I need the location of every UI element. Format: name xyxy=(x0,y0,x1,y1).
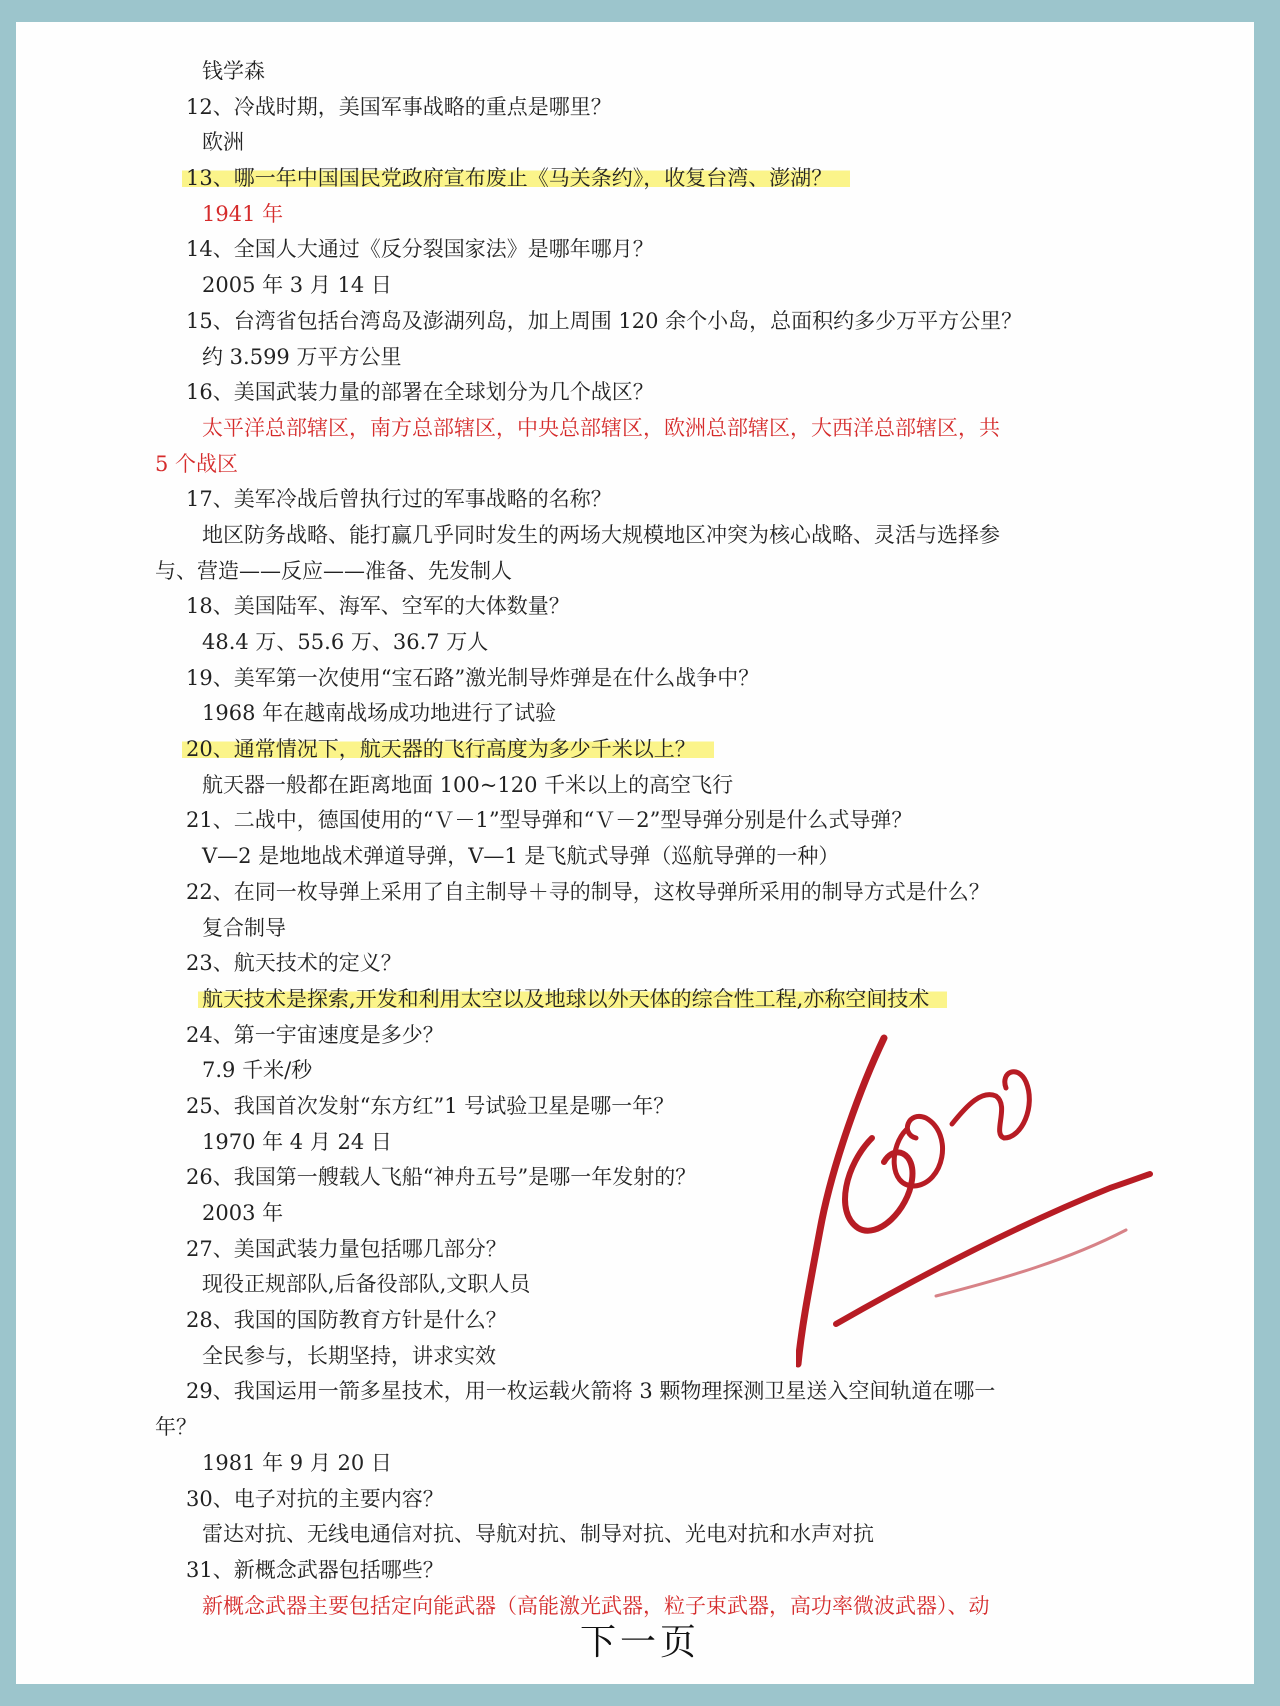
answer-line xyxy=(16,554,1254,590)
question-line xyxy=(16,90,1254,126)
line-text: 1981 年 9 月 20 日 xyxy=(202,1450,392,1475)
answer-line xyxy=(16,125,1254,161)
answer-line xyxy=(16,411,1254,447)
answer-line xyxy=(16,839,1254,875)
answer-line xyxy=(16,696,1254,732)
handwritten-score-100 xyxy=(796,1034,1156,1374)
answer-line xyxy=(16,1517,1254,1553)
line-text: 48.4 万、55.6 万、36.7 万人 xyxy=(202,630,489,654)
answer-line xyxy=(16,340,1254,376)
line-text: 23、航天技术的定义？ xyxy=(186,951,402,976)
line-text: 30、电子对抗的主要内容？ xyxy=(186,1486,444,1511)
line-text: 全民参与，长期坚持，讲求实效 xyxy=(202,1343,496,1368)
qa-list xyxy=(16,54,1254,1624)
answer-line xyxy=(16,1410,1254,1446)
question-line xyxy=(16,1553,1254,1589)
answer-line xyxy=(16,518,1254,554)
line-text: 31、新概念武器包括哪些？ xyxy=(186,1557,444,1582)
line-text: 5 个战区 xyxy=(155,451,239,476)
line-text: 1941 年 xyxy=(202,201,284,226)
line-text: 22、在同一枚导弹上采用了自主制导＋寻的制导，这枚导弹所采用的制导方式是什么？ xyxy=(186,879,990,904)
line-text: 约 3.599 万平方公里 xyxy=(202,344,402,369)
question-line xyxy=(16,232,1254,268)
line-text: 2005 年 3 月 14 日 xyxy=(202,273,392,298)
question-line xyxy=(16,946,1254,982)
line-text: 航天器一般都在距离地面 100~120 千米以上的高空飞行 xyxy=(202,772,734,797)
question-line xyxy=(16,304,1254,340)
line-text: 15、台湾省包括台湾岛及澎湖列岛，加上周围 120 余个小岛，总面积约多少万平方公里？ xyxy=(186,308,1023,333)
line-text: 14、全国人大通过《反分裂国家法》是哪年哪月？ xyxy=(186,237,654,262)
line-text: 欧洲 xyxy=(202,130,244,155)
answer-line xyxy=(16,625,1254,661)
line-text: 7.9 千米/秒 xyxy=(202,1058,313,1083)
question-line xyxy=(16,732,1254,768)
line-text: 新概念武器主要包括定向能武器（高能激光武器，粒子束武器，高功率微波武器）、动 xyxy=(202,1593,990,1618)
line-text: 24、第一宇宙速度是多少？ xyxy=(186,1022,444,1047)
question-line xyxy=(16,1374,1254,1410)
answer-line xyxy=(16,54,1254,90)
highlighted-text: 20、通常情况下，航天器的飞行高度为多少千米以上？ xyxy=(182,737,714,761)
line-text: 1970 年 4 月 24 日 xyxy=(202,1129,392,1154)
line-text: 29、我国运用一箭多星技术，用一枚运载火箭将 3 颗物理探测卫星送入空间轨道在哪一 xyxy=(186,1379,996,1404)
answer-line xyxy=(16,197,1254,233)
line-text: 25、我国首次发射“东方红”1 号试验卫星是哪一年？ xyxy=(186,1093,675,1118)
answer-line xyxy=(16,982,1254,1018)
answer-line xyxy=(16,268,1254,304)
answer-line xyxy=(16,1446,1254,1482)
line-text: V—2 是地地战术弹道导弹，V—1 是飞航式导弹（巡航导弹的一种） xyxy=(202,844,840,869)
line-text: 与、营造——反应——准备、先发制人 xyxy=(155,558,512,583)
line-text: 现役正规部队,后备役部队,文职人员 xyxy=(202,1272,531,1297)
highlighted-text: 航天技术是探索,开发和利用太空以及地球以外天体的综合性工程,亦称空间技术 xyxy=(198,987,947,1011)
question-line xyxy=(16,589,1254,625)
question-line xyxy=(16,1482,1254,1518)
line-text: 19、美军第一次使用“宝石路”激光制导炸弹是在什么战争中？ xyxy=(186,665,760,690)
question-line xyxy=(16,803,1254,839)
line-text: 钱学森 xyxy=(202,59,265,83)
highlighted-text: 13、哪一年中国国民党政府宣布废止《马关条约》，收复台湾、澎湖？ xyxy=(182,166,850,190)
line-text: 地区防务战略、能打赢几乎同时发生的两场大规模地区冲突为核心战略、灵活与选择参 xyxy=(202,522,1000,547)
line-text: 太平洋总部辖区，南方总部辖区，中央总部辖区，欧洲总部辖区，大西洋总部辖区，共 xyxy=(202,415,1000,440)
line-text: 28、我国的国防教育方针是什么？ xyxy=(186,1308,507,1333)
document-page xyxy=(16,22,1254,1684)
question-line xyxy=(16,482,1254,518)
line-text: 2003 年 xyxy=(202,1201,284,1225)
line-text: 复合制导 xyxy=(202,915,286,940)
answer-line xyxy=(16,911,1254,947)
question-line xyxy=(16,161,1254,197)
answer-line xyxy=(16,768,1254,804)
question-line xyxy=(16,661,1254,697)
question-line xyxy=(16,375,1254,411)
line-text: 年？ xyxy=(155,1415,197,1440)
line-text: 18、美国陆军、海军、空军的大体数量？ xyxy=(186,594,570,619)
line-text: 17、美军冷战后曾执行过的军事战略的名称？ xyxy=(186,487,612,512)
line-text: 雷达对抗、无线电通信对抗、导航对抗、制导对抗、光电对抗和水声对抗 xyxy=(202,1522,874,1547)
answer-line xyxy=(16,447,1254,483)
line-text: 1968 年在越南战场成功地进行了试验 xyxy=(202,701,557,726)
line-text: 12、冷战时期，美国军事战略的重点是哪里？ xyxy=(186,94,612,119)
next-page-label: 下一页 xyxy=(579,1622,700,1663)
line-text: 27、美国武装力量包括哪几部分？ xyxy=(186,1236,507,1261)
question-line xyxy=(16,875,1254,911)
line-text: 21、二战中，德国使用的“Ｖ－1”型导弹和“Ｖ－2”型导弹分别是什么式导弹？ xyxy=(186,808,913,833)
line-text: 26、我国第一艘载人飞船“神舟五号”是哪一年发射的？ xyxy=(186,1165,697,1190)
line-text: 16、美国武装力量的部署在全球划分为几个战区？ xyxy=(186,380,654,405)
